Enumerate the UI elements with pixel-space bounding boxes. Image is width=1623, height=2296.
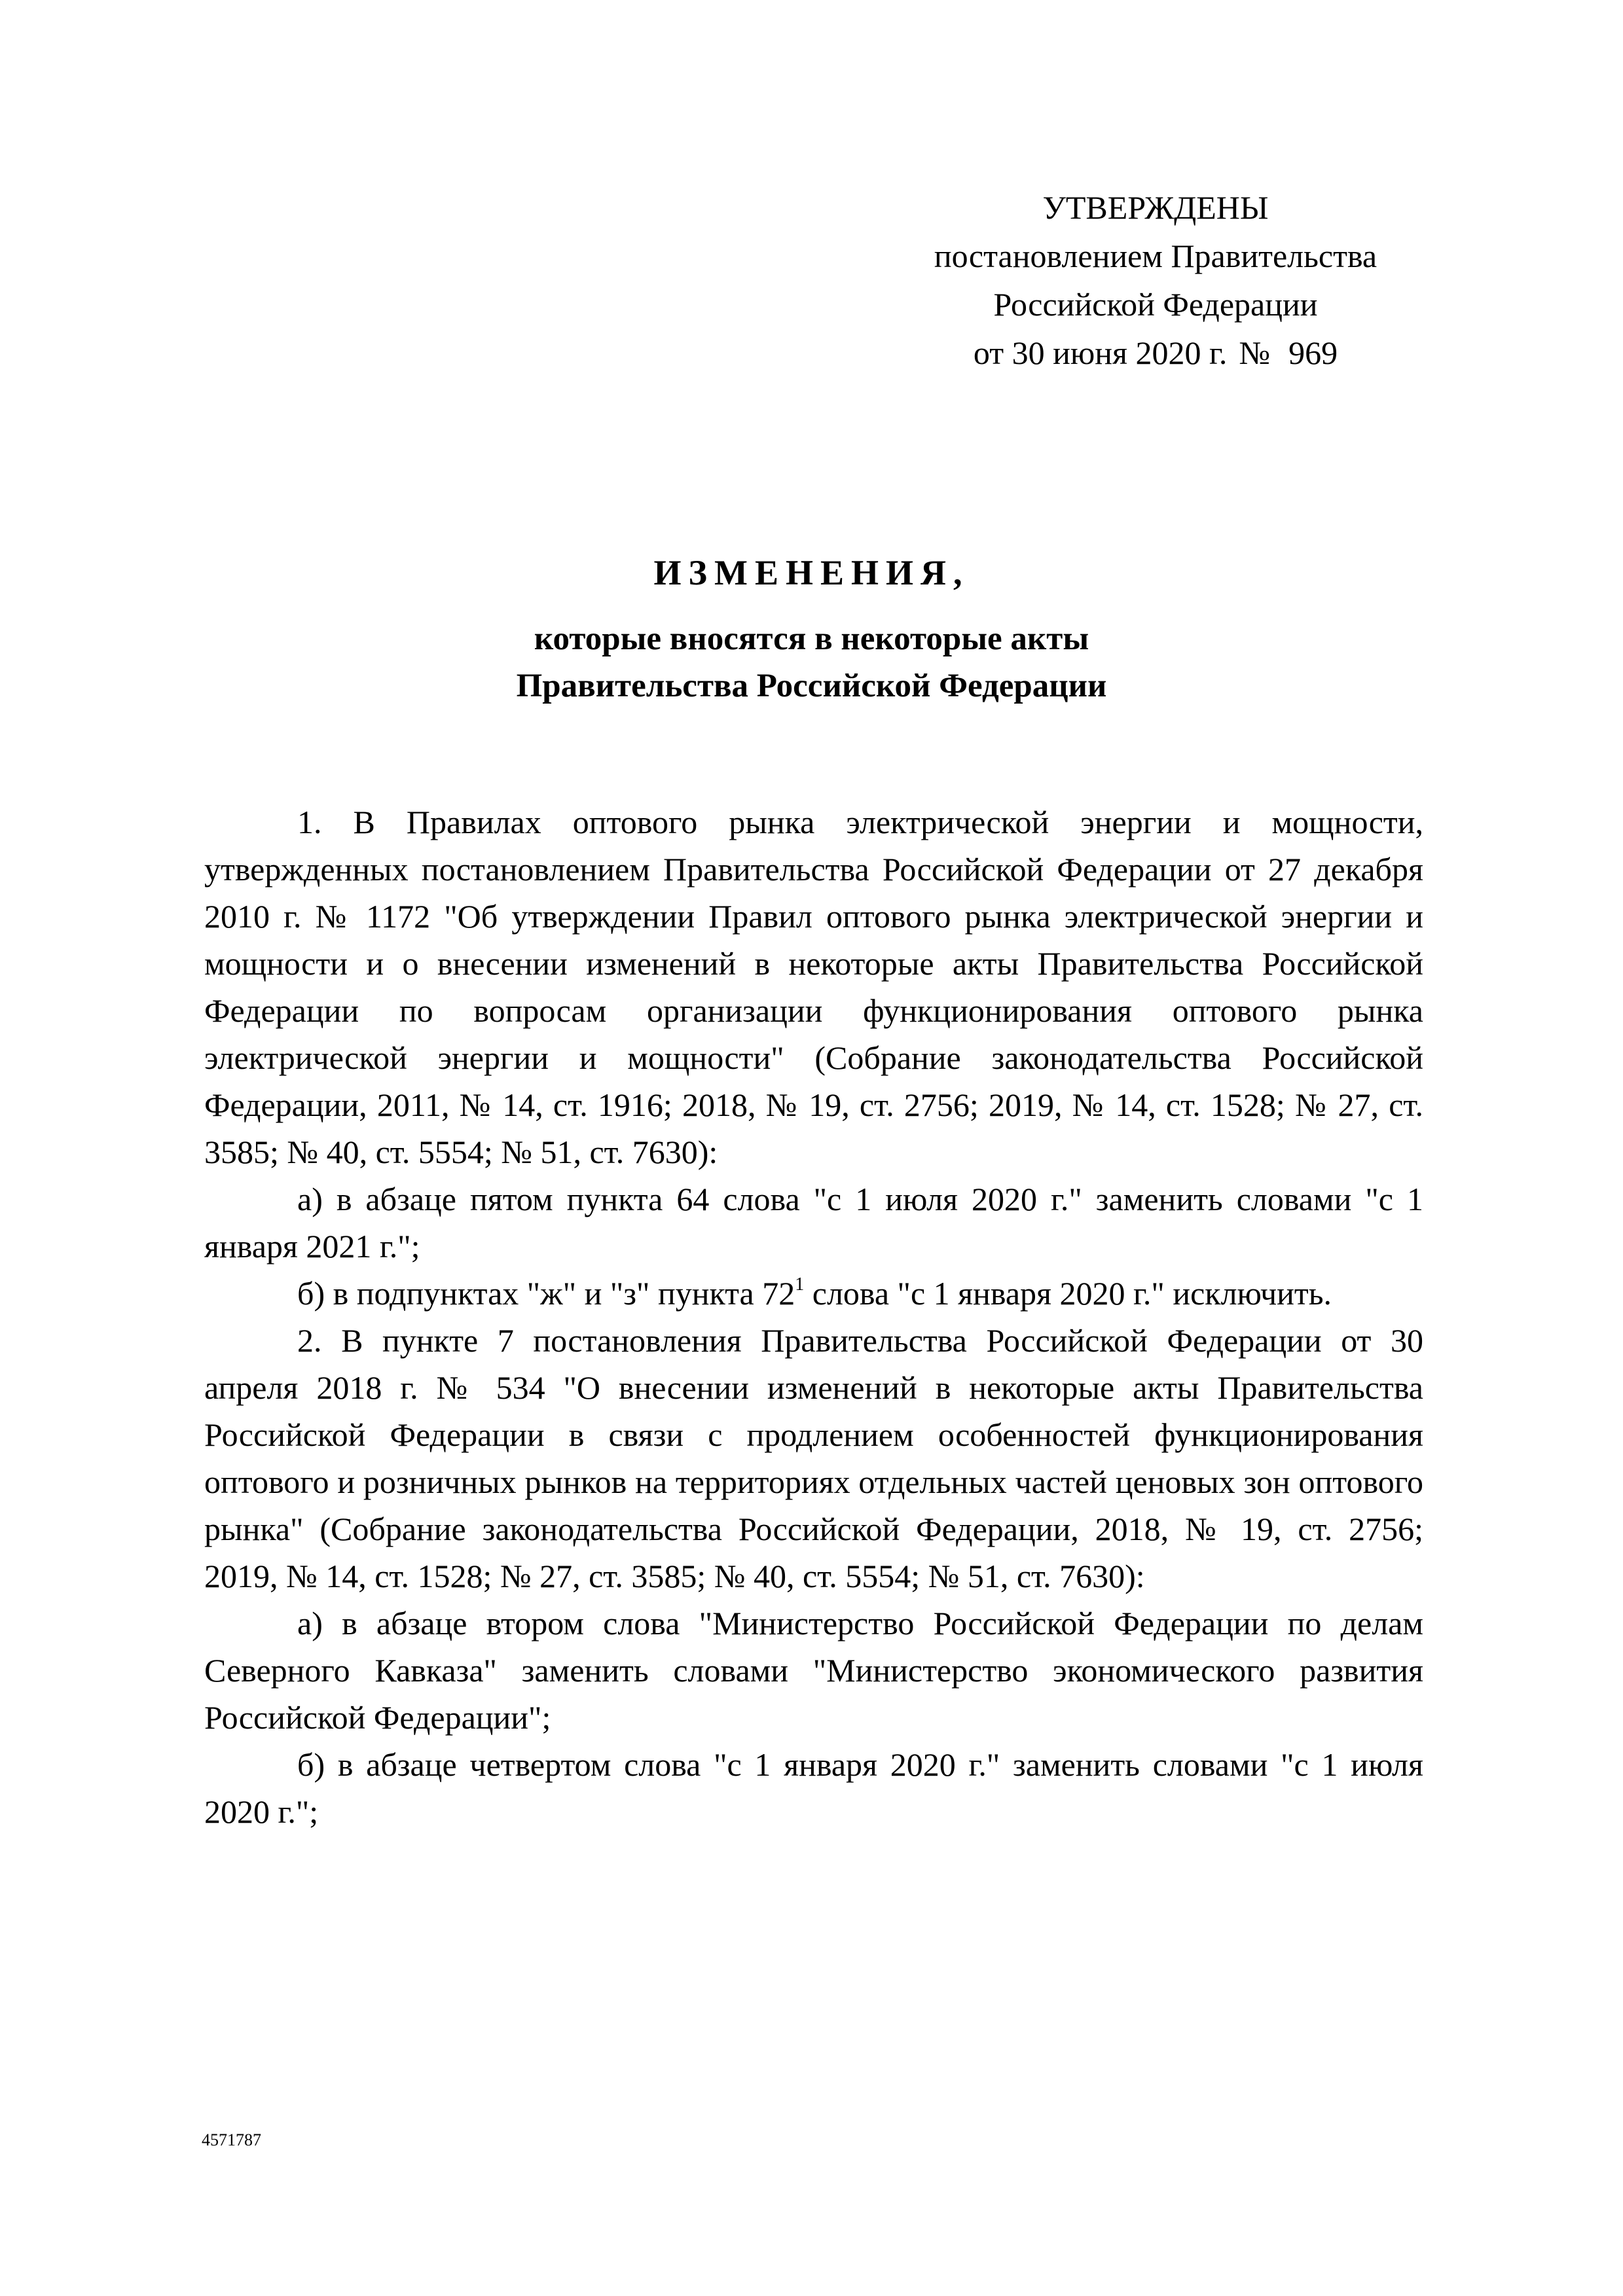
approval-number: 969 [1288,334,1338,371]
approval-date-line [851,329,1460,377]
paragraph-1b-superscript: 1 [795,1274,805,1295]
document-subtitle-line-1: которые вносятся в некоторые акты [534,620,1089,657]
paragraph-2b: б) в абзаце четвертом слова "с 1 января 2020 г." заменить словами "с 1 июля 2020 г."; [204,1746,1423,1830]
paragraph-2a: а) в абзаце втором слова "Министерство Российской Федерации по делам Северного Кавказа" заменить словами "Министерство экономического развития Российской Федерации"; [204,1605,1423,1736]
paragraph-1b-text-start: б) в подпунктах "ж" и "з" пункта 72 [297,1275,795,1312]
document-title: ИЗМЕНЕНИЯ, [653,553,970,592]
paragraph-2: 2. В пункте 7 постановления Правительства Российской Федерации от 30 апреля 2018 г. № 534 "О внесении изменений в некоторые акты Правительства Российской Федерации в связи с продлением особенностей функционирования оптового и розничных рынков на территориях отдельных частей ценовых зон оптового рынка" (Собрание законодательства Российской Федерации, 2018, № 19, ст. 2756; 2019, № 14, ст. 1528; № 27, ст. 3585; № 40, ст. 5554; № 51, ст. 7630): [204,1322,1423,1594]
approval-date: от 30 июня 2020 г. [973,334,1228,371]
paragraph-1: 1. В Правилах оптового рынка электрической энергии и мощности, утвержденных постановлением Правительства Российской Федерации от 27 декабря 2010 г. № 1172 "Об утверждении Правил оптового рынка электрической энергии и мощности и о внесении изменений в некоторые акты Правительства Российской Федерации по вопросам организации функционирования оптового рынка электрической энергии и мощности" (Собрание законодательства Российской Федерации, 2011, № 14, ст. 1916; 2018, № 19, ст. 2756; 2019, № 14, ст. 1528; № 27, ст. 3585; № 40, ст. 5554; № 51, ст. 7630): [204,804,1423,1170]
document-subtitle-line-2: Правительства Российской Федерации [516,668,1107,704]
document-code: 4571787 [202,2130,261,2149]
paragraph-1b-text-end: слова "с 1 января 2020 г." исключить. [804,1275,1332,1312]
document-body [204,798,1423,1835]
paragraph-1a: а) в абзаце пятом пункта 64 слова "с 1 июля 2020 г." заменить словами "с 1 января 2021 г."; [204,1181,1423,1265]
approval-line-decree: постановлением Правительства [934,238,1377,274]
approval-number-sign: № [1239,334,1271,371]
approval-line-federation: Российской Федерации [993,286,1318,323]
paragraph-1b [204,1270,1423,1317]
document-subtitle [0,615,1623,709]
approval-title: УТВЕРЖДЕНЫ [1042,189,1269,226]
approval-block [851,183,1460,377]
